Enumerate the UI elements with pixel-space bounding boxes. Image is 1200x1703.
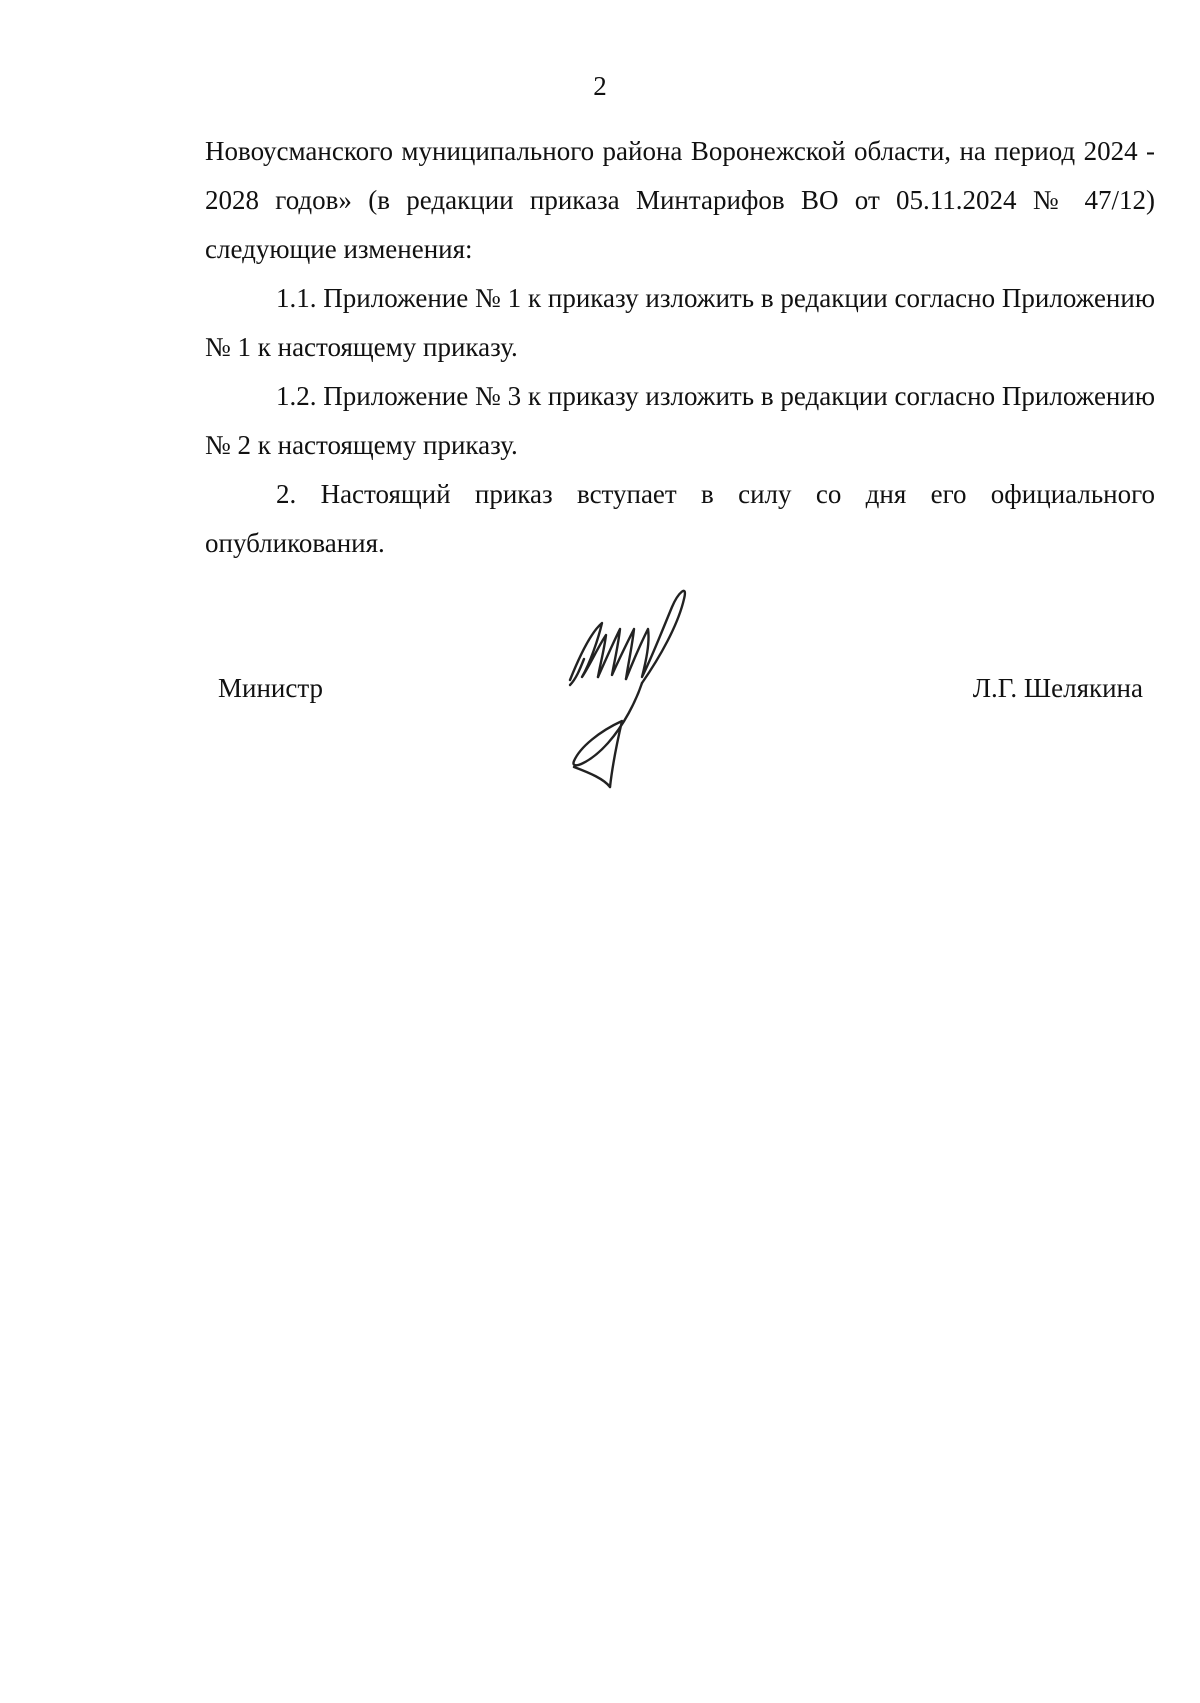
signatory-name: Л.Г. Шелякина <box>972 673 1143 703</box>
paragraph-item-1-1: 1.1. Приложение № 1 к приказу изложить в редакции согласно Приложению № 1 к настоящему приказу. <box>205 283 1155 362</box>
signature-block <box>0 0 1200 800</box>
page-number: 2 <box>593 71 607 101</box>
paragraph-item-2: 2. Настоящий приказ вступает в силу со дня его официального опубликования. <box>205 479 1155 558</box>
handwritten-signature <box>560 585 710 790</box>
paragraph-continuation: Новоусманского муниципального района Воронежской области, на период 2024 - 2028 годов» (в редакции приказа Минтарифов ВО от 05.11.2024 № 47/12) следующие изменения: <box>205 136 1155 264</box>
signatory-title: Министр <box>218 673 323 703</box>
paragraph-item-1-2: 1.2. Приложение № 3 к приказу изложить в редакции согласно Приложению № 2 к настоящему приказу. <box>205 381 1155 460</box>
